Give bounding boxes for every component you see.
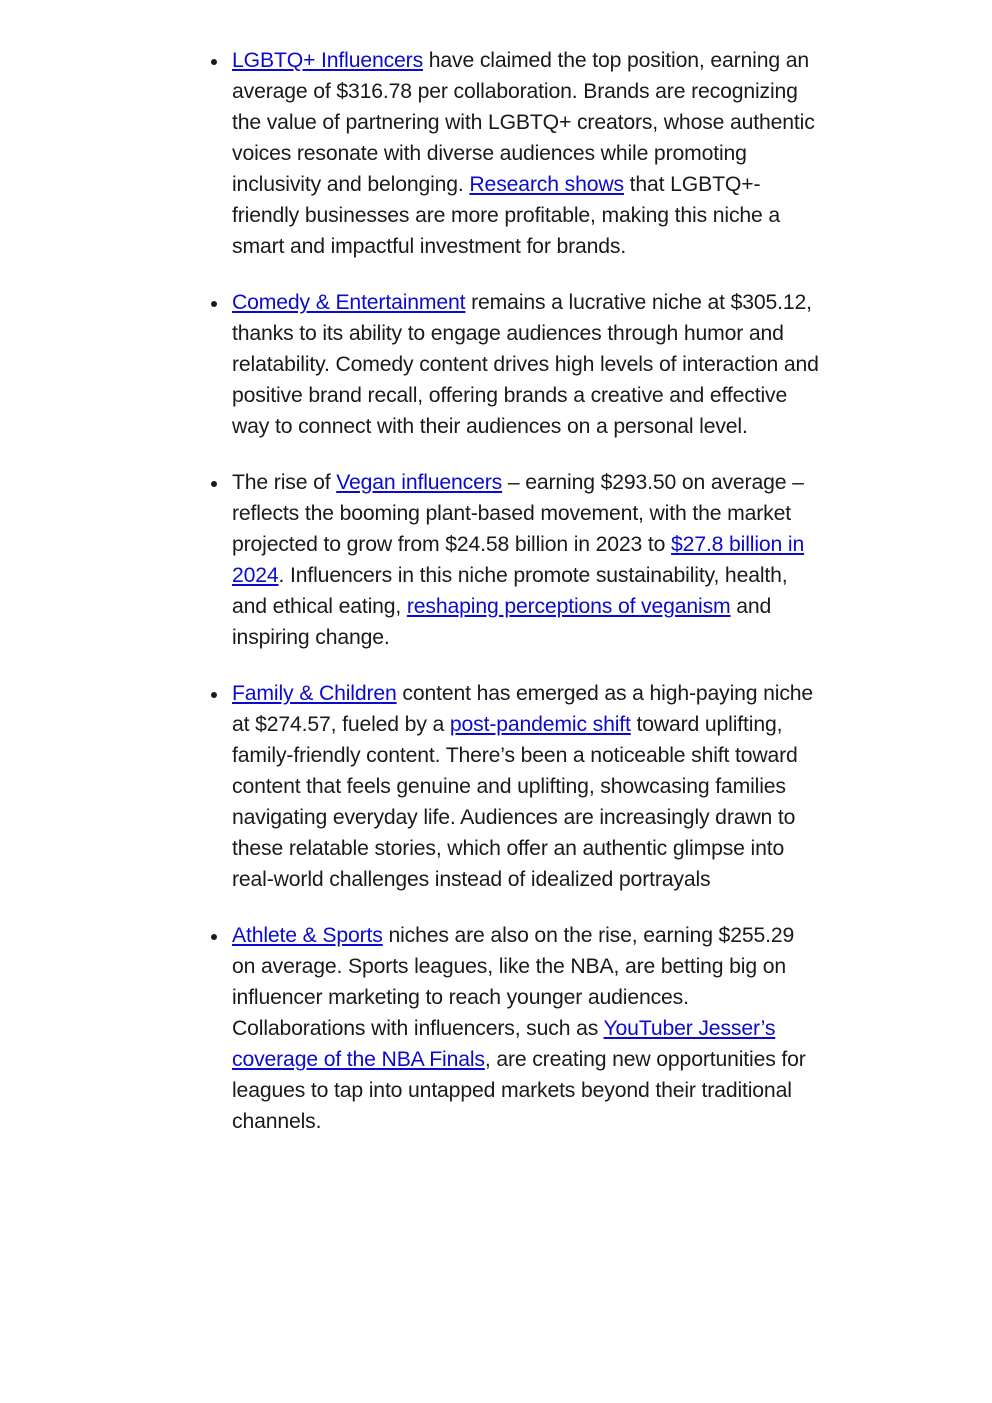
item-text: . Influencers in this niche promote sustainability, health, and ethical eating,: [232, 564, 788, 618]
link-reshaping-perceptions[interactable]: reshaping perceptions of veganism: [406, 595, 731, 618]
link-athlete-sports[interactable]: Athlete & Sports: [232, 924, 383, 947]
link-comedy-entertainment[interactable]: Comedy & Entertainment: [232, 291, 466, 314]
item-text: – earning $293.50 on average – reflects the booming plant-based movement, with the market projected to grow from $24.58 billion in 2023 to: [232, 471, 804, 556]
item-text: that LGBTQ+-friendly businesses are more profitable, making this niche a smart and impactful investment for brands.: [232, 173, 781, 258]
item-text: and inspiring change.: [232, 595, 772, 649]
list-item-family: [232, 678, 822, 895]
item-text: toward uplifting, family-friendly content. There’s been a noticeable shift toward content that feels genuine and uplifting, showcasing families navigating everyday life. Audiences are increasingly drawn to these relatable stories, which offer an authentic glimpse into real-world challenges instead of idealized portrayals: [232, 713, 798, 891]
link-vegan-market-2024[interactable]: $27.8 billion in 2024: [232, 533, 805, 587]
niche-earnings-list: [232, 45, 822, 1162]
link-family-children[interactable]: Family & Children: [232, 682, 397, 705]
bullet-icon: [211, 301, 217, 307]
link-jesser-nba-finals[interactable]: YouTuber Jesser’s coverage of the NBA Finals: [232, 1017, 776, 1071]
bullet-icon: [211, 481, 217, 487]
item-text: niches are also on the rise, earning $255.29 on average. Sports leagues, like the NBA, are betting big on influencer marketing to reach younger audiences. Collaborations with influencers, such as: [232, 924, 795, 1040]
bullet-icon: [211, 692, 217, 698]
link-post-pandemic-shift[interactable]: post-pandemic shift: [449, 713, 631, 736]
item-text: , are creating new opportunities for leagues to tap into untapped markets beyond their traditional channels.: [232, 1048, 806, 1133]
link-vegan-influencers[interactable]: Vegan influencers: [336, 471, 503, 494]
bullet-icon: [211, 934, 217, 940]
link-lgbtq-influencers[interactable]: LGBTQ+ Influencers: [232, 49, 424, 72]
list-item-lgbtq: [232, 45, 822, 262]
item-text: have claimed the top position, earning an average of $316.78 per collaboration. Brands are recognizing the value of partnering with LGBTQ+ creators, whose authentic voices resonate with diverse audiences while promoting inclusivity and belonging.: [232, 49, 815, 196]
list-item-comedy: [232, 287, 822, 442]
link-research-shows[interactable]: Research shows: [469, 173, 624, 196]
item-text: The rise of: [232, 471, 337, 494]
bullet-icon: [211, 59, 217, 65]
list-item-sports: [232, 920, 822, 1137]
item-text: remains a lucrative niche at $305.12, thanks to its ability to engage audiences through humor and relatability. Comedy content drives high levels of interaction and positive brand recall, offering brands a creative and effective way to connect with their audiences on a personal level.: [232, 291, 819, 438]
item-text: content has emerged as a high-paying niche at $274.57, fueled by a: [232, 682, 814, 736]
list-item-vegan: [232, 467, 822, 653]
